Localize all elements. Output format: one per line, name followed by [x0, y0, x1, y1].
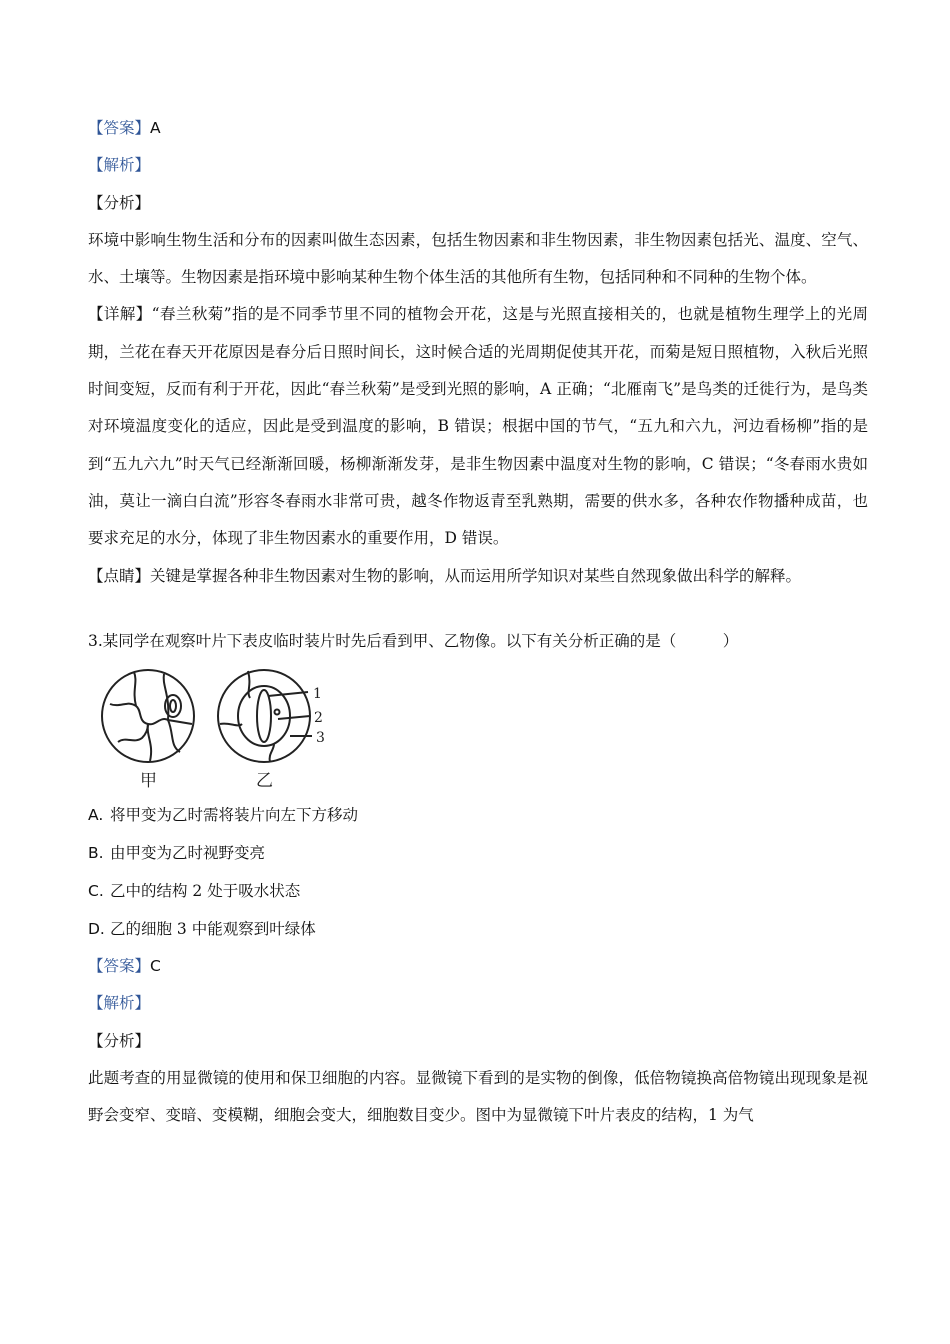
- q3-jiexi-label: 【解析】: [88, 994, 151, 1013]
- option-b: [88, 834, 868, 872]
- label-2: 2: [314, 710, 323, 727]
- answer-value: A: [150, 119, 161, 137]
- q3-stem: 3.某同学在观察叶片下表皮临时装片时先后看到甲、乙物像。以下有关分析正确的是（ ）: [88, 631, 739, 650]
- answer-label: 【答案】: [88, 957, 151, 976]
- label-3: 3: [316, 730, 325, 747]
- label-1: 1: [313, 686, 322, 703]
- caption-jia: 甲: [140, 771, 157, 792]
- option-letter: A.: [88, 806, 104, 825]
- q2-detail-paragraph: [88, 296, 868, 557]
- option-d: [88, 910, 868, 948]
- q3-answer-line: [88, 948, 868, 985]
- q2-jiexi-label: 【解析】: [88, 156, 151, 175]
- option-letter: C.: [88, 882, 104, 901]
- field-yi: [218, 670, 312, 762]
- answer-label: 【答案】: [88, 119, 151, 137]
- option-text: 乙中的结构 2 处于吸水状态: [110, 882, 301, 901]
- answer-value: C: [150, 957, 161, 976]
- caption-yi: 乙: [256, 771, 273, 792]
- microscope-figure: [98, 664, 358, 794]
- q2-answer-line: [88, 110, 868, 147]
- option-text: 乙的细胞 3 中能观察到叶绿体: [110, 920, 316, 939]
- point-label: 【点睛】: [88, 566, 151, 585]
- detail-text: “春兰秋菊”指的是不同季节里不同的植物会开花，这是与光照直接相关的，也就是植物生理学上的光周期，兰花在春天开花原因是春分后日照时间长，这时候合适的光周期促使其开花，而菊是短日照植物，入秋后光照时间变短，反而有利于开花，因此“春兰秋菊”是受到光照的影响，A 正确；“北雁南飞”是鸟类的迁徙行为，是鸟类对环境温度变化的适应，因此是受到温度的影响，B 错误；根据中国的节气，“五九和六九，河边看杨柳”指的是到“五九六九”时天气已经渐渐回暖，杨柳渐渐发芽，是非生物因素中温度对生物的影响，C 错误；“冬春雨水贵如油，莫让一滴白白流”形容冬春雨水非常可贵，越冬作物返青至乳熟期，需要的供水多，各种农作物播种成苗，也要求充足的水分，体现了非生物因素水的重要作用，D 错误。: [88, 305, 868, 548]
- q3-fenxi-label: 【分析】: [88, 1031, 151, 1050]
- field-jia: [102, 670, 194, 762]
- option-text: 将甲变为乙时需将装片向左下方移动: [110, 806, 359, 825]
- spacer: [88, 595, 868, 623]
- microscope-drawing: [98, 664, 358, 794]
- detail-label: 【详解】: [88, 305, 152, 324]
- q3-analysis-text: 此题考查的用显微镜的使用和保卫细胞的内容。显微镜下看到的是实物的倒像，低倍物镜换高倍物镜出现现象是视野会变窄、变暗、变模糊，细胞会变大，细胞数目变少。图中为显微镜下叶片表皮的结构，1 为气: [88, 1069, 868, 1125]
- option-c: [88, 872, 868, 910]
- document-page: [88, 110, 868, 1135]
- option-text: 由甲变为乙时视野变亮: [110, 844, 266, 863]
- point-text: 关键是掌握各种非生物因素对生物的影响，从而运用所学知识对某些自然现象做出科学的解释。: [150, 566, 802, 585]
- q2-fenxi-label: 【分析】: [88, 193, 151, 212]
- option-letter: B.: [88, 844, 104, 863]
- option-a: [88, 796, 868, 834]
- q2-analysis-text: 环境中影响生物生活和分布的因素叫做生态因素，包括生物因素和非生物因素，非生物因素包括光、温度、空气、水、土壤等。生物因素是指环境中影响某种生物个体生活的其他所有生物，包括同种和不同种的生物个体。: [88, 230, 868, 287]
- q2-point-paragraph: [88, 558, 868, 595]
- option-letter: D.: [88, 920, 105, 939]
